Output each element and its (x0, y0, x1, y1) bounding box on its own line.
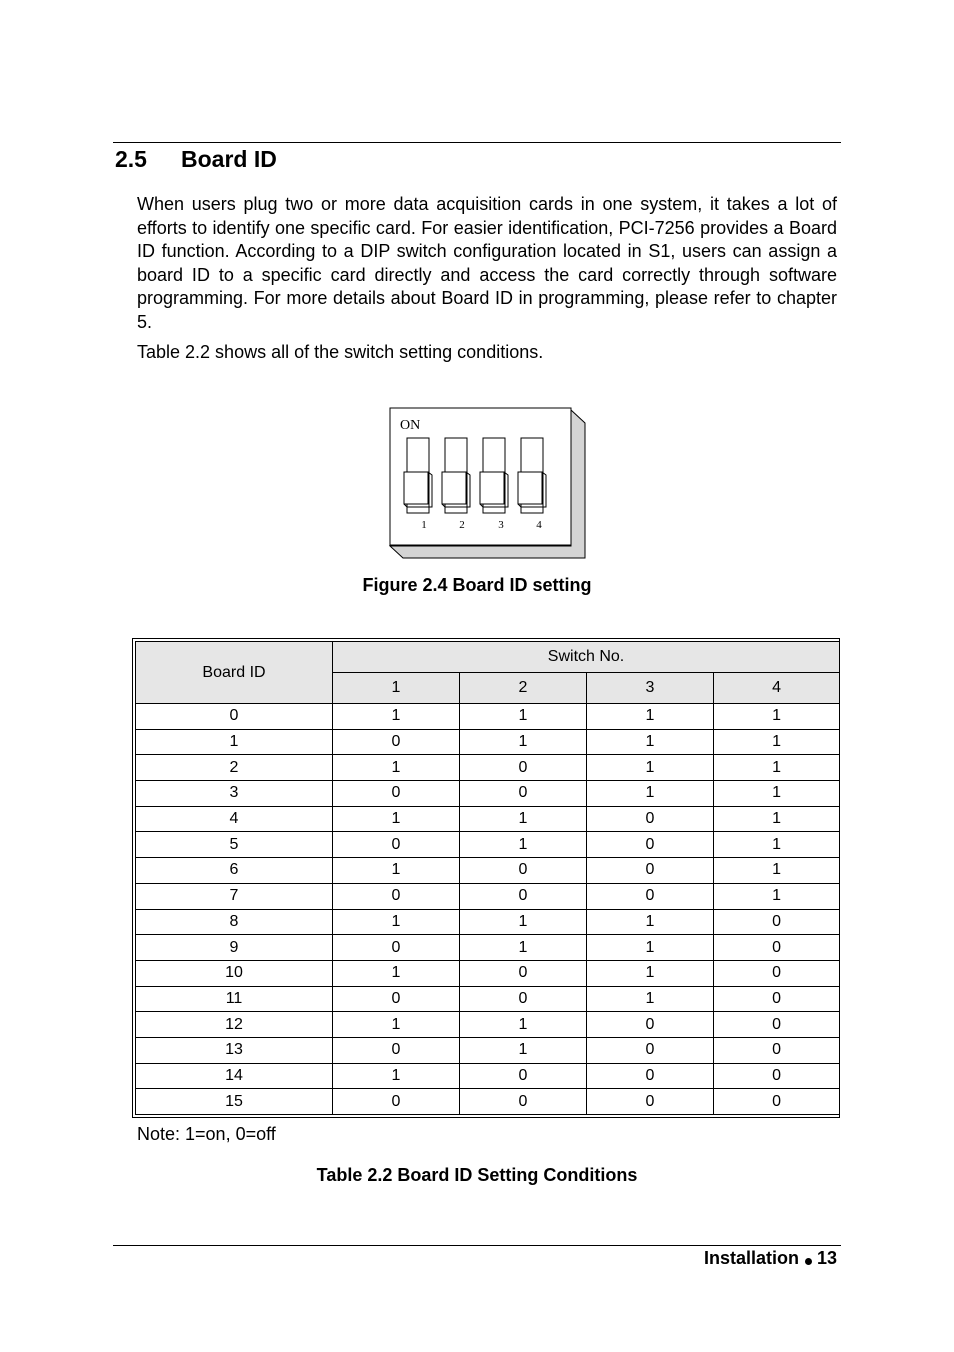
switch-value-cell: 0 (333, 1037, 460, 1063)
table-row (136, 986, 840, 1012)
switch-value-cell: 1 (587, 986, 714, 1012)
switch-value-cell: 1 (460, 806, 587, 832)
switch-value-cell: 0 (460, 986, 587, 1012)
table-caption: Table 2.2 Board ID Setting Conditions (316, 1165, 638, 1185)
board-id-table-frame (132, 638, 840, 1118)
switch-no-header: Switch No. (333, 642, 840, 673)
table-row (136, 909, 840, 935)
switch-value-cell: 0 (460, 1089, 587, 1115)
switch-value-cell: 0 (333, 986, 460, 1012)
board-id-cell: 11 (136, 986, 333, 1012)
switch-value-cell: 1 (587, 935, 714, 961)
switch-col-header: 1 (333, 673, 460, 704)
switch-value-cell: 0 (714, 909, 840, 935)
switch-value-cell: 1 (333, 1012, 460, 1038)
switch-value-cell: 1 (587, 704, 714, 730)
switch-value-cell: 0 (587, 883, 714, 909)
switch-value-cell: 1 (714, 806, 840, 832)
switch-value-cell: 1 (460, 832, 587, 858)
board-id-cell: 8 (136, 909, 333, 935)
switch-value-cell: 1 (714, 883, 840, 909)
footer-page-number: 13 (816, 1248, 837, 1268)
switch-value-cell: 1 (333, 704, 460, 730)
board-id-cell: 13 (136, 1037, 333, 1063)
board-id-cell: 9 (136, 935, 333, 961)
section-title: Board ID (181, 146, 277, 172)
table-row (136, 729, 840, 755)
board-id-cell: 12 (136, 1012, 333, 1038)
board-id-cell: 6 (136, 858, 333, 884)
table-reference-text: Table 2.2 shows all of the switch setting conditions. (137, 342, 544, 362)
switch-value-cell: 0 (333, 883, 460, 909)
top-rule (113, 142, 841, 143)
dip-switch-2 (442, 438, 470, 513)
switch-value-cell: 0 (460, 883, 587, 909)
switch-value-cell: 0 (587, 1063, 714, 1089)
table-note: Note: 1=on, 0=off (137, 1124, 276, 1144)
dip-switch-4 (518, 438, 546, 513)
switch-value-cell: 1 (333, 858, 460, 884)
table-row (136, 1037, 840, 1063)
switch-value-cell: 0 (714, 935, 840, 961)
switch-value-cell: 1 (333, 1063, 460, 1089)
table-row (136, 960, 840, 986)
switch-value-cell: 0 (460, 858, 587, 884)
board-id-table (135, 641, 840, 1115)
table-row (136, 806, 840, 832)
switch-value-cell: 0 (587, 806, 714, 832)
table-row (136, 858, 840, 884)
switch-value-cell: 1 (460, 729, 587, 755)
switch-value-cell: 0 (714, 986, 840, 1012)
section-heading (115, 146, 277, 173)
switch-value-cell: 1 (587, 909, 714, 935)
switch-value-cell: 0 (460, 960, 587, 986)
board-id-cell: 15 (136, 1089, 333, 1115)
table-row (136, 781, 840, 807)
board-id-cell: 1 (136, 729, 333, 755)
figure-caption: Figure 2.4 Board ID setting (362, 575, 592, 595)
board-id-cell: 5 (136, 832, 333, 858)
switch-value-cell: 0 (333, 832, 460, 858)
table-row (136, 1089, 840, 1115)
dip-switch-3 (480, 438, 508, 513)
switch-value-cell: 0 (587, 1037, 714, 1063)
switch-value-cell: 1 (460, 1037, 587, 1063)
board-id-cell: 7 (136, 883, 333, 909)
switch-value-cell: 1 (714, 781, 840, 807)
switch-value-cell: 0 (333, 935, 460, 961)
switch-value-cell: 1 (460, 704, 587, 730)
switch-value-cell: 0 (714, 960, 840, 986)
board-id-header: Board ID (136, 642, 333, 704)
switch-value-cell: 1 (460, 1012, 587, 1038)
dip-switch-label-4: 4 (536, 519, 542, 531)
switch-value-cell: 1 (587, 781, 714, 807)
table-row (136, 704, 840, 730)
switch-value-cell: 0 (587, 1089, 714, 1115)
table-row (136, 1063, 840, 1089)
table-row (136, 883, 840, 909)
switch-value-cell: 0 (333, 729, 460, 755)
switch-value-cell: 0 (460, 1063, 587, 1089)
switch-value-cell: 0 (714, 1012, 840, 1038)
switch-col-header: 4 (714, 673, 840, 704)
board-id-table-body (136, 704, 840, 1115)
switch-value-cell: 0 (333, 781, 460, 807)
switch-value-cell: 0 (587, 1012, 714, 1038)
footer-rule (113, 1245, 841, 1246)
switch-value-cell: 1 (714, 858, 840, 884)
switch-value-cell: 1 (333, 755, 460, 781)
dip-on-label: ON (400, 418, 421, 433)
switch-value-cell: 0 (714, 1063, 840, 1089)
switch-col-header: 3 (587, 673, 714, 704)
board-id-cell: 2 (136, 755, 333, 781)
dip-switch-label-2: 2 (459, 519, 465, 531)
switch-value-cell: 0 (460, 781, 587, 807)
switch-value-cell: 0 (714, 1089, 840, 1115)
board-id-cell: 14 (136, 1063, 333, 1089)
switch-value-cell: 1 (460, 909, 587, 935)
section-number: 2.5 (115, 146, 147, 172)
table-row (136, 832, 840, 858)
dip-switch-label-1: 1 (421, 519, 427, 531)
switch-value-cell: 1 (714, 832, 840, 858)
switch-value-cell: 0 (333, 1089, 460, 1115)
intro-paragraph: When users plug two or more data acquisition cards in one system, it takes a lot of efforts to identify one specific card. For easier identification, PCI-7256 provides a Board ID function. According to a DIP switch configuration located in S1, users can assign a board ID to a specific card directly and access the card correctly through software programming. For more details about Board ID in programming, please refer to chapter 5. (137, 194, 837, 332)
page-footer (704, 1248, 837, 1269)
switch-value-cell: 0 (460, 755, 587, 781)
switch-value-cell: 0 (587, 858, 714, 884)
board-id-cell: 10 (136, 960, 333, 986)
switch-value-cell: 1 (587, 755, 714, 781)
table-row (136, 935, 840, 961)
dip-switch-1 (404, 438, 432, 513)
switch-value-cell: 1 (333, 909, 460, 935)
board-id-cell: 3 (136, 781, 333, 807)
switch-value-cell: 1 (714, 755, 840, 781)
switch-value-cell: 1 (587, 729, 714, 755)
switch-value-cell: 0 (714, 1037, 840, 1063)
switch-value-cell: 1 (714, 704, 840, 730)
switch-value-cell: 1 (460, 935, 587, 961)
board-id-cell: 4 (136, 806, 333, 832)
table-row (136, 755, 840, 781)
board-id-cell: 0 (136, 704, 333, 730)
switch-value-cell: 1 (333, 806, 460, 832)
bullet-icon (805, 1258, 812, 1265)
dip-switch-label-3: 3 (498, 519, 504, 531)
switch-value-cell: 1 (333, 960, 460, 986)
switch-value-cell: 1 (714, 729, 840, 755)
table-row (136, 1012, 840, 1038)
dip-switch-figure (389, 407, 589, 562)
switch-col-header: 2 (460, 673, 587, 704)
footer-chapter: Installation (703, 1248, 799, 1268)
switch-value-cell: 0 (587, 832, 714, 858)
switch-value-cell: 1 (587, 960, 714, 986)
